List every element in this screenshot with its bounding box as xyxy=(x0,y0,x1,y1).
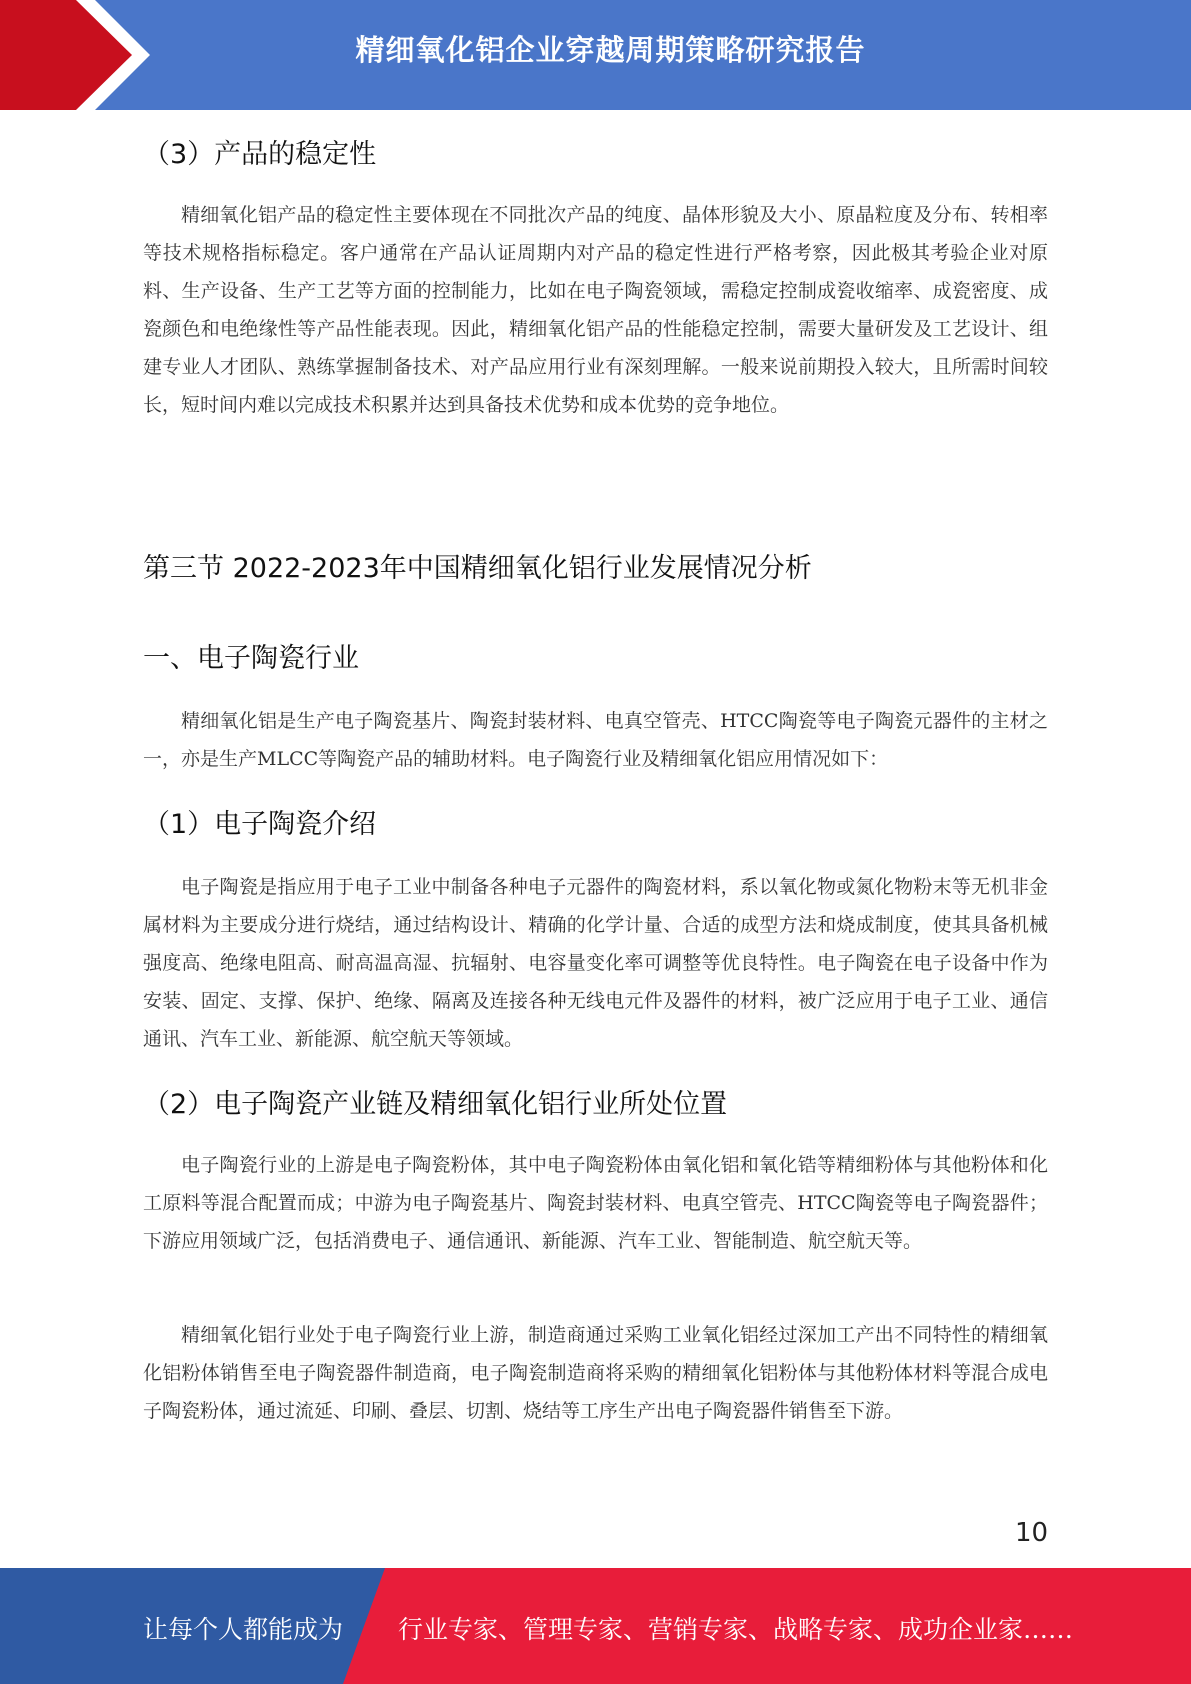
industry-chain-heading: （2）电子陶瓷产业链及精细氧化铝行业所处位置 xyxy=(143,1089,728,1120)
page-header xyxy=(0,0,1191,110)
stability-paragraph: 精细氧化铝产品的稳定性主要体现在不同批次产品的纯度、晶体形貌及大小、原晶粒度及分布、转相率等技术规格指标稳定。客户通常在产品认证周期内对产品的稳定性进行严格考察，因此极其考验企业对原料、生产设备、生产工艺等方面的控制能力，比如在电子陶瓷领域，需稳定控制成瓷收缩率、成瓷密度、成瓷颜色和电绝缘性等产品性能表现。因此，精细氧化铝产品的性能稳定控制，需要大量研发及工艺设计、组建专业人才团队、熟练掌握制备技术、对产品应用行业有深刻理解。一般来说前期投入较大，且所需时间较长，短时间内难以完成技术积累并达到具备技术优势和成本优势的竞争地位。 xyxy=(143,204,1048,416)
ceramics-intro-heading: （1）电子陶瓷介绍 xyxy=(143,809,377,840)
industry-chain-paragraph-1: 电子陶瓷行业的上游是电子陶瓷粉体，其中电子陶瓷粉体由氧化铝和氧化锆等精细粉体与其他粉体和化工原料等混合配置而成；中游为电子陶瓷基片、陶瓷封装材料、电真空管壳、HTCC陶瓷等电子陶瓷器件；下游应用领域广泛，包括消费电子、通信通讯、新能源、汽车工业、智能制造、航空航天等。 xyxy=(143,1154,1048,1252)
intro-paragraph: 精细氧化铝是生产电子陶瓷基片、陶瓷封装材料、电真空管壳、HTCC陶瓷等电子陶瓷元器件的主材之一，亦是生产MLCC等陶瓷产品的辅助材料。电子陶瓷行业及精细氧化铝应用情况如下： xyxy=(143,710,1048,770)
report-title: 精细氧化铝企业穿越周期策略研究报告 xyxy=(355,33,866,67)
chapter-heading: 第三节 2022-2023年中国精细氧化铝行业发展情况分析 xyxy=(143,553,812,584)
stability-heading: （3）产品的稳定性 xyxy=(143,139,377,170)
footer-slogan-left: 让每个人都能成为 xyxy=(143,1615,344,1644)
industry-chain-paragraph-2: 精细氧化铝行业处于电子陶瓷行业上游，制造商通过采购工业氧化铝经过深加工产出不同特性的精细氧化铝粉体销售至电子陶瓷器件制造商，电子陶瓷制造商将采购的精细氧化铝粉体与其他粉体材料等混合成电子陶瓷粉体，通过流延、印刷、叠层、切割、烧结等工序生产出电子陶瓷器件销售至下游。 xyxy=(143,1324,1048,1422)
page-number: 10 xyxy=(1015,1518,1049,1548)
ceramics-paragraph: 电子陶瓷是指应用于电子工业中制备各种电子元器件的陶瓷材料，系以氧化物或氮化物粉末等无机非金属材料为主要成分进行烧结，通过结构设计、精确的化学计量、合适的成型方法和烧成制度，使其具备机械强度高、绝缘电阻高、耐高温高湿、抗辐射、电容量变化率可调整等优良特性。电子陶瓷在电子设备中作为安装、固定、支撑、保护、绝缘、隔离及连接各种无线电元件及器件的材料，被广泛应用于电子工业、通信通讯、汽车工业、新能源、航空航天等领域。 xyxy=(143,876,1048,1050)
footer-slogan-right: 行业专家、管理专家、营销专家、战略专家、成功企业家…… xyxy=(398,1615,1074,1644)
page-footer xyxy=(0,1568,1191,1684)
electronic-ceramics-heading: 一、电子陶瓷行业 xyxy=(143,643,359,674)
